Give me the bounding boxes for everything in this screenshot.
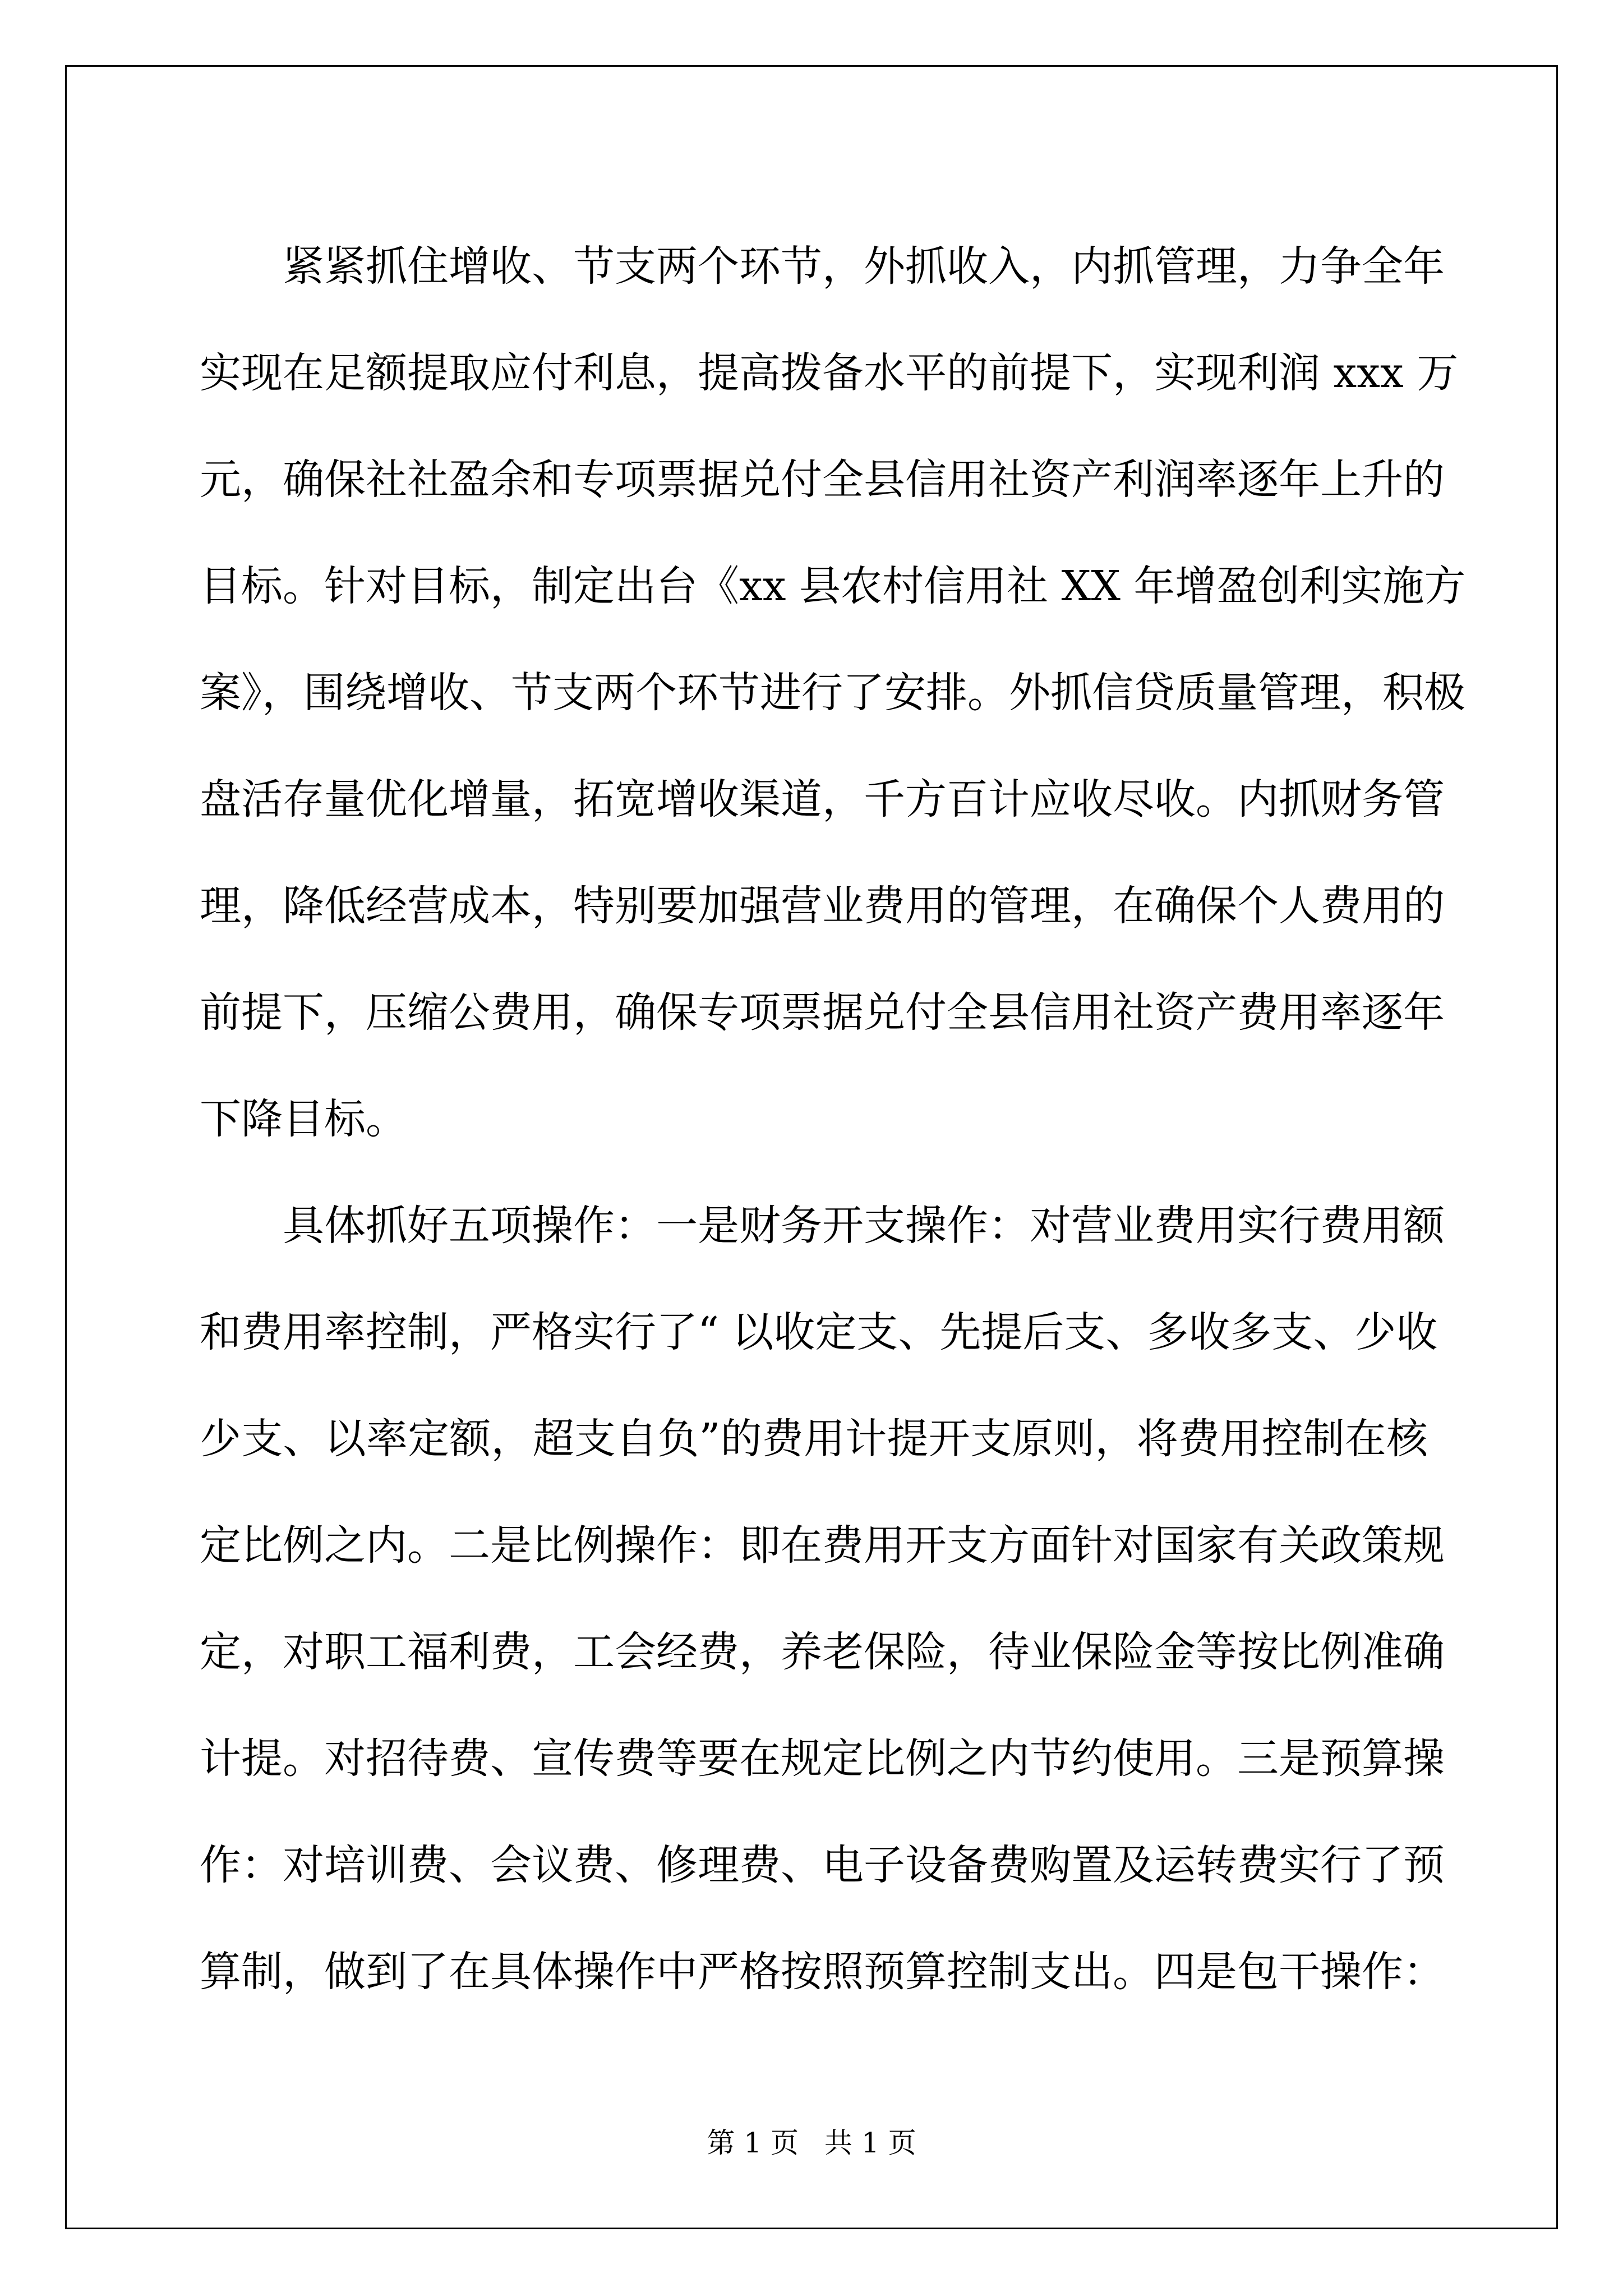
text-line: 案》，围绕增收、节支两个环节进行了安排。外抓信贷质量管理，积极 <box>200 669 1465 717</box>
text-line: 和费用率控制，严格实行了“ 以收定支、先提后支、多收多支、少收 <box>200 1308 1438 1356</box>
text-line: 定比例之内。二是比例操作：即在费用开支方面针对国家有关政策规 <box>200 1521 1445 1570</box>
text-line: 计提。对招待费、宣传费等要在规定比例之内节约使用。三是预算操 <box>200 1734 1445 1783</box>
document-body <box>200 213 1466 2025</box>
text-line: 理，降低经营成本，特别要加强营业费用的管理，在确保个人费用的 <box>200 882 1445 930</box>
text-line: 下降目标。 <box>200 1095 407 1143</box>
text-line: 具体抓好五项操作：一是财务开支操作：对营业费用实行费用额 <box>200 1202 1445 1250</box>
page-number: 第 1 页 <box>707 2127 799 2159</box>
paragraph-2 <box>200 1172 1445 2025</box>
text-line: 实现在足额提取应付利息，提高拨备水平的前提下，实现利润 xxx 万 <box>200 349 1459 397</box>
text-line: 盘活存量优化增量，拓宽增收渠道，千方百计应收尽收。内抓财务管 <box>200 775 1445 823</box>
page-total: 共 1 页 <box>824 2127 916 2159</box>
text-line: 作：对培训费、会议费、修理费、电子设备费购置及运转费实行了预 <box>200 1841 1445 1889</box>
text-line: 紧紧抓住增收、节支两个环节，外抓收入，内抓管理，力争全年 <box>200 242 1445 291</box>
text-line: 算制，做到了在具体操作中严格按照预算控制支出。四是包干操作： <box>200 1948 1445 1996</box>
text-line: 元，确保社社盈余和专项票据兑付全县信用社资产利润率逐年上升的 <box>200 455 1445 504</box>
text-line: 前提下，压缩公费用，确保专项票据兑付全县信用社资产费用率逐年 <box>200 988 1445 1037</box>
text-line: 少支、以率定额，超支自负”的费用计提开支原则，将费用控制在核 <box>200 1415 1428 1463</box>
page-footer <box>0 2126 1623 2160</box>
text-line: 目标。针对目标，制定出台《xx 县农村信用社 XX 年增盈创利实施方 <box>200 562 1466 610</box>
paragraph-1 <box>200 213 1466 1172</box>
text-line: 定，对职工福利费，工会经费，养老保险，待业保险金等按比例准确 <box>200 1628 1445 1676</box>
